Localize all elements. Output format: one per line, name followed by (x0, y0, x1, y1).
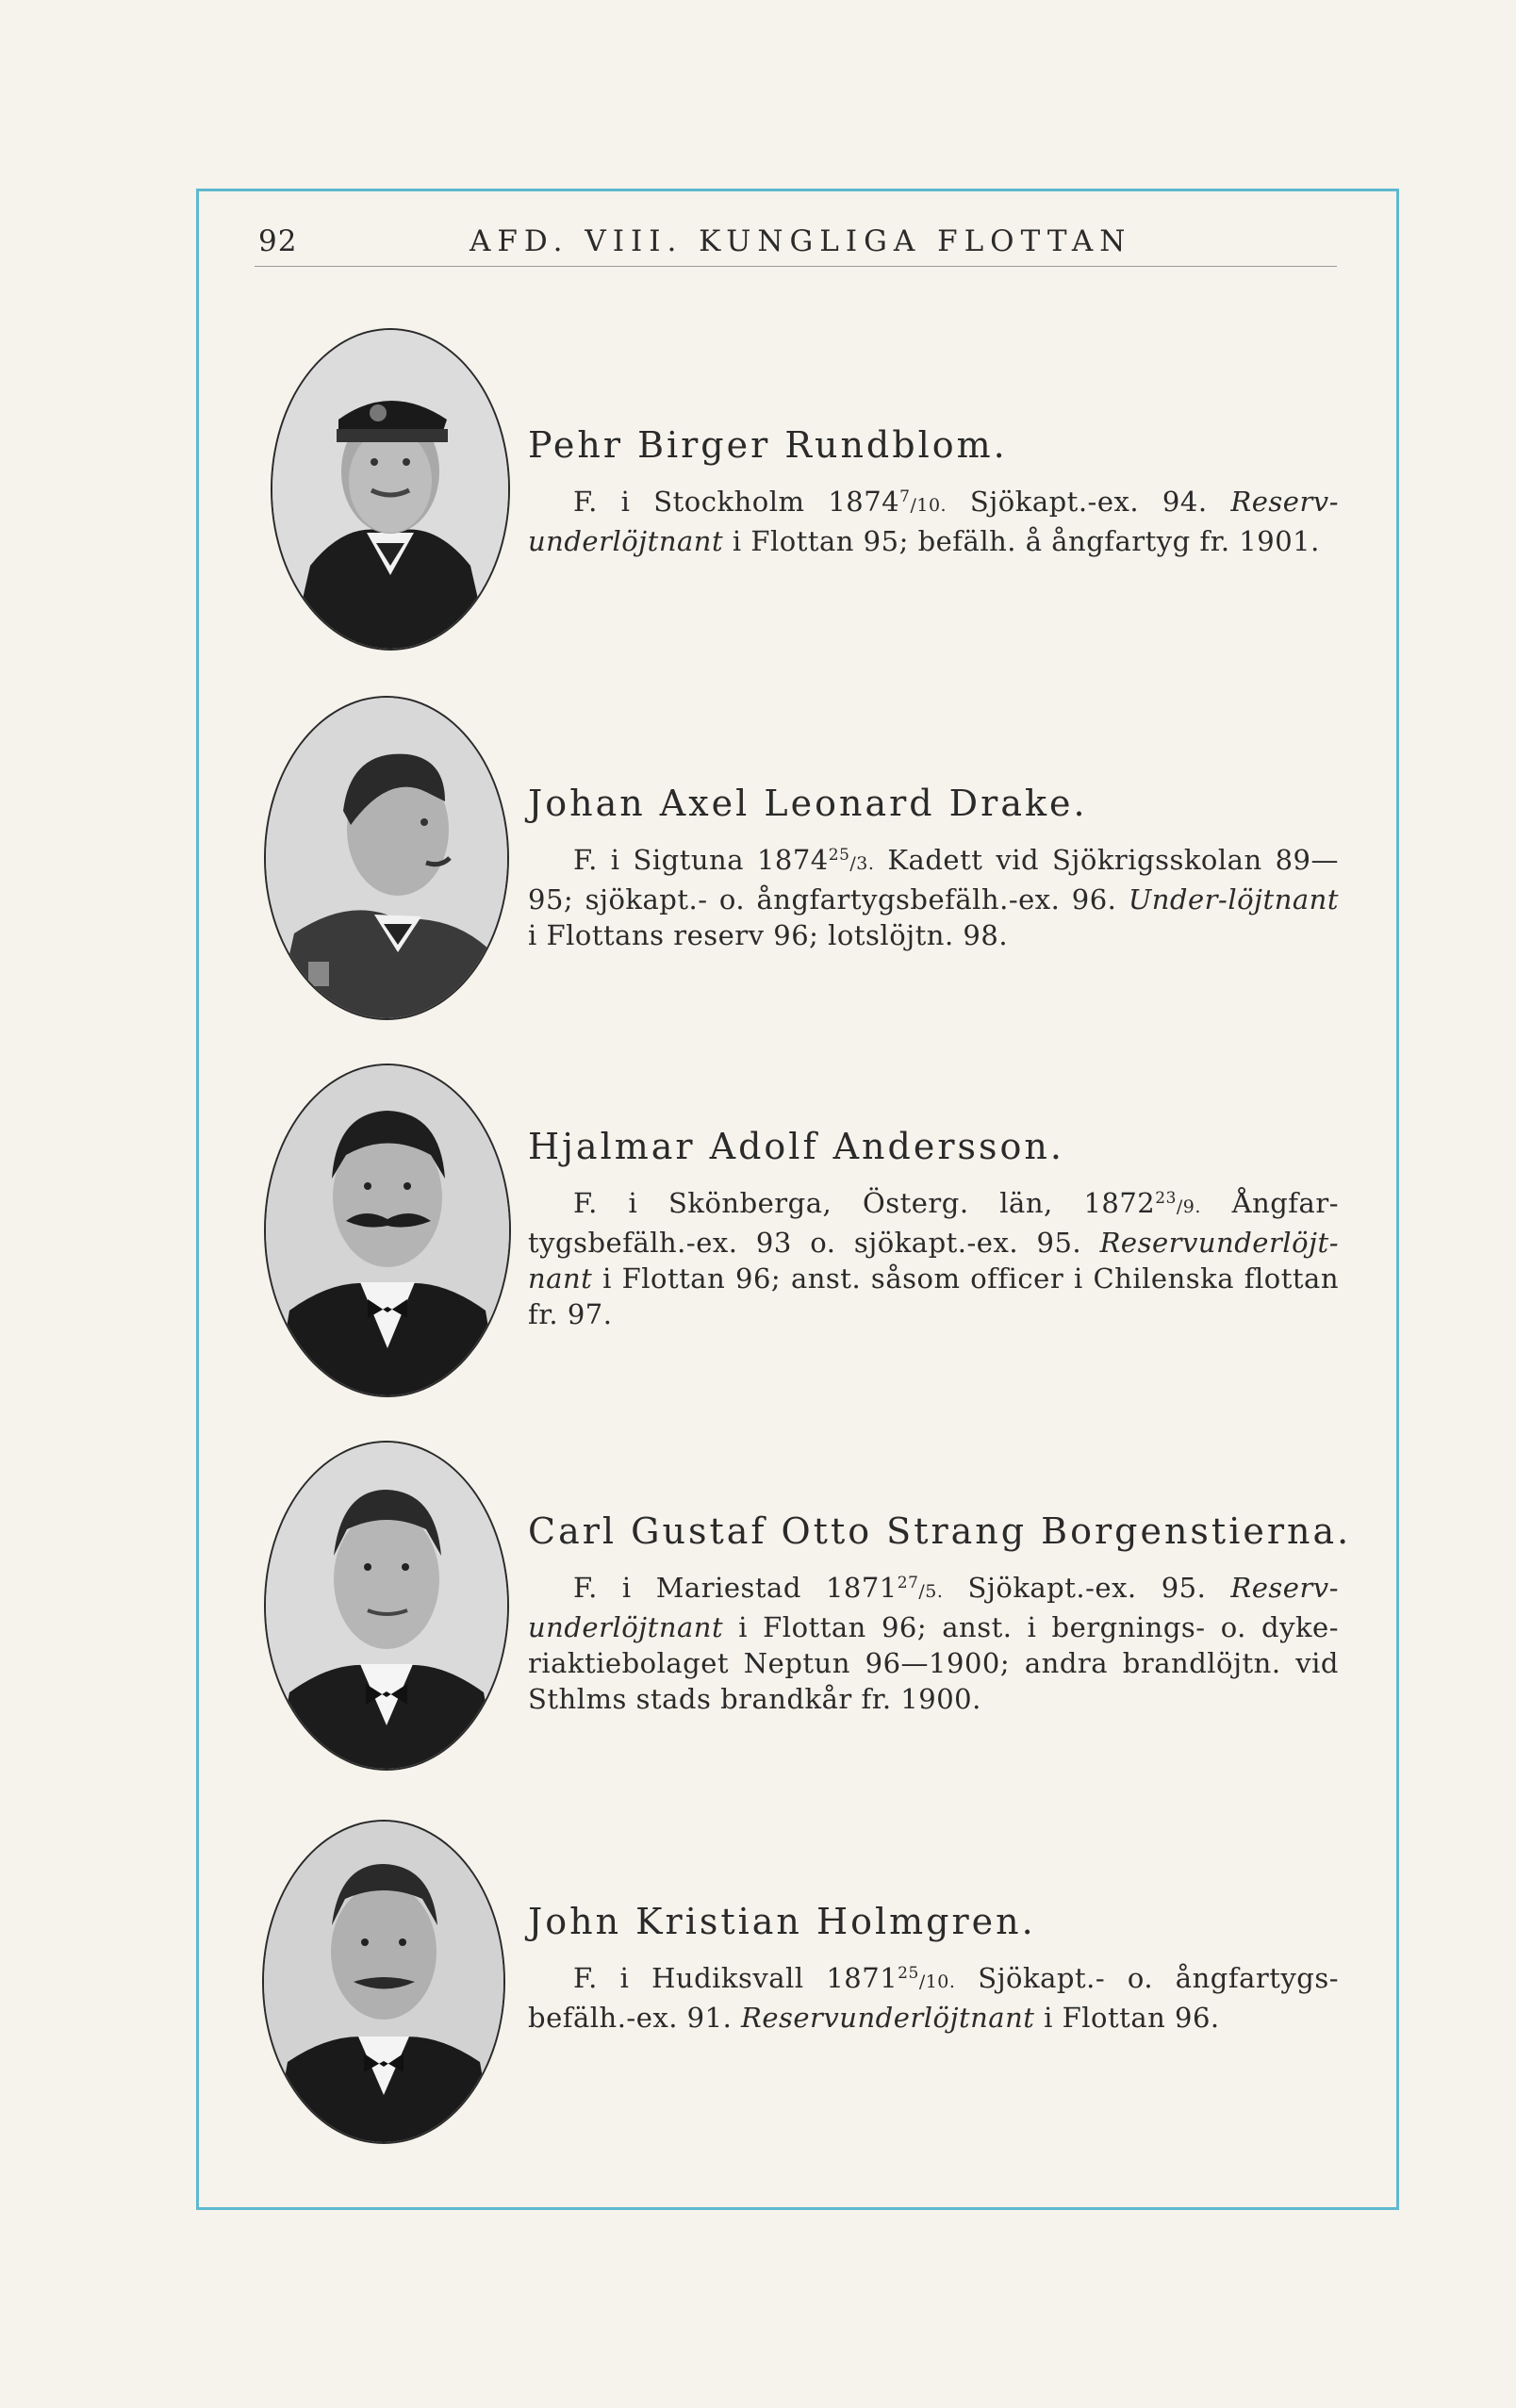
person-name: Johan Axel Leonard Drake. (528, 783, 1088, 824)
entry-text (528, 783, 1339, 953)
person-name: Pehr Birger Rundblom. (528, 424, 1008, 466)
person-bio: F. i Skönberga, Österg. län, 1872$^{23}$/9. Ångfar-tygsbefälh.-ex. 93 o. sjökapt.-ex. 95. Reservunderlöjt-nant i Flottan 96; anst. såsom officer i Chilenska flottan fr. 97. (528, 1187, 1339, 1330)
person-bio: F. i Mariestad 1871$^{27}$/5. Sjökapt.-ex. 95. Reserv-underlöjtnant i Flottan 96; anst. i bergnings- o. dyke-riaktiebolaget Neptun 96—1900; andra brandlöjtn. vid Sthlms stads brandkår fr. 1900. (528, 1572, 1339, 1715)
section-title: AFD. VIII. KUNGLIGA FLOTTAN (470, 224, 1132, 258)
person-name: John Kristian Holmgren. (528, 1901, 1036, 1942)
entry-text (528, 1126, 1339, 1332)
portrait-photo (271, 328, 510, 651)
portrait-photo (264, 1441, 509, 1771)
running-head (255, 223, 1337, 267)
person-bio: F. i Hudiksvall 1871$^{25}$/10. Sjökapt.- o. ångfartygs-befälh.-ex. 91. Reservunderlöjtnant i Flottan 96. (528, 1962, 1339, 2034)
page-number: 92 (258, 224, 298, 258)
portrait-photo (264, 1064, 511, 1397)
person-name: Hjalmar Adolf Andersson. (528, 1126, 1064, 1167)
entry-text (528, 1510, 1352, 1717)
entry-text (528, 424, 1339, 559)
person-bio: F. i Sigtuna 1874$^{25}$/3. Kadett vid Sjökrigsskolan 89—95; sjökapt.- o. ångfartygsbefälh.-ex. 96. Under-löjtnant i Flottans reserv 96; lotslöjtn. 98. (528, 844, 1339, 951)
person-name: Carl Gustaf Otto Strang Borgenstierna. (528, 1510, 1352, 1552)
portrait-photo (264, 696, 509, 1020)
entry-text (528, 1901, 1339, 2036)
portrait-photo (262, 1820, 505, 2144)
person-bio: F. i Stockholm 1874$^7$/10. Sjökapt.-ex. 94. Reserv-underlöjtnant i Flottan 95; befälh. å ångfartyg fr. 1901. (528, 486, 1339, 557)
